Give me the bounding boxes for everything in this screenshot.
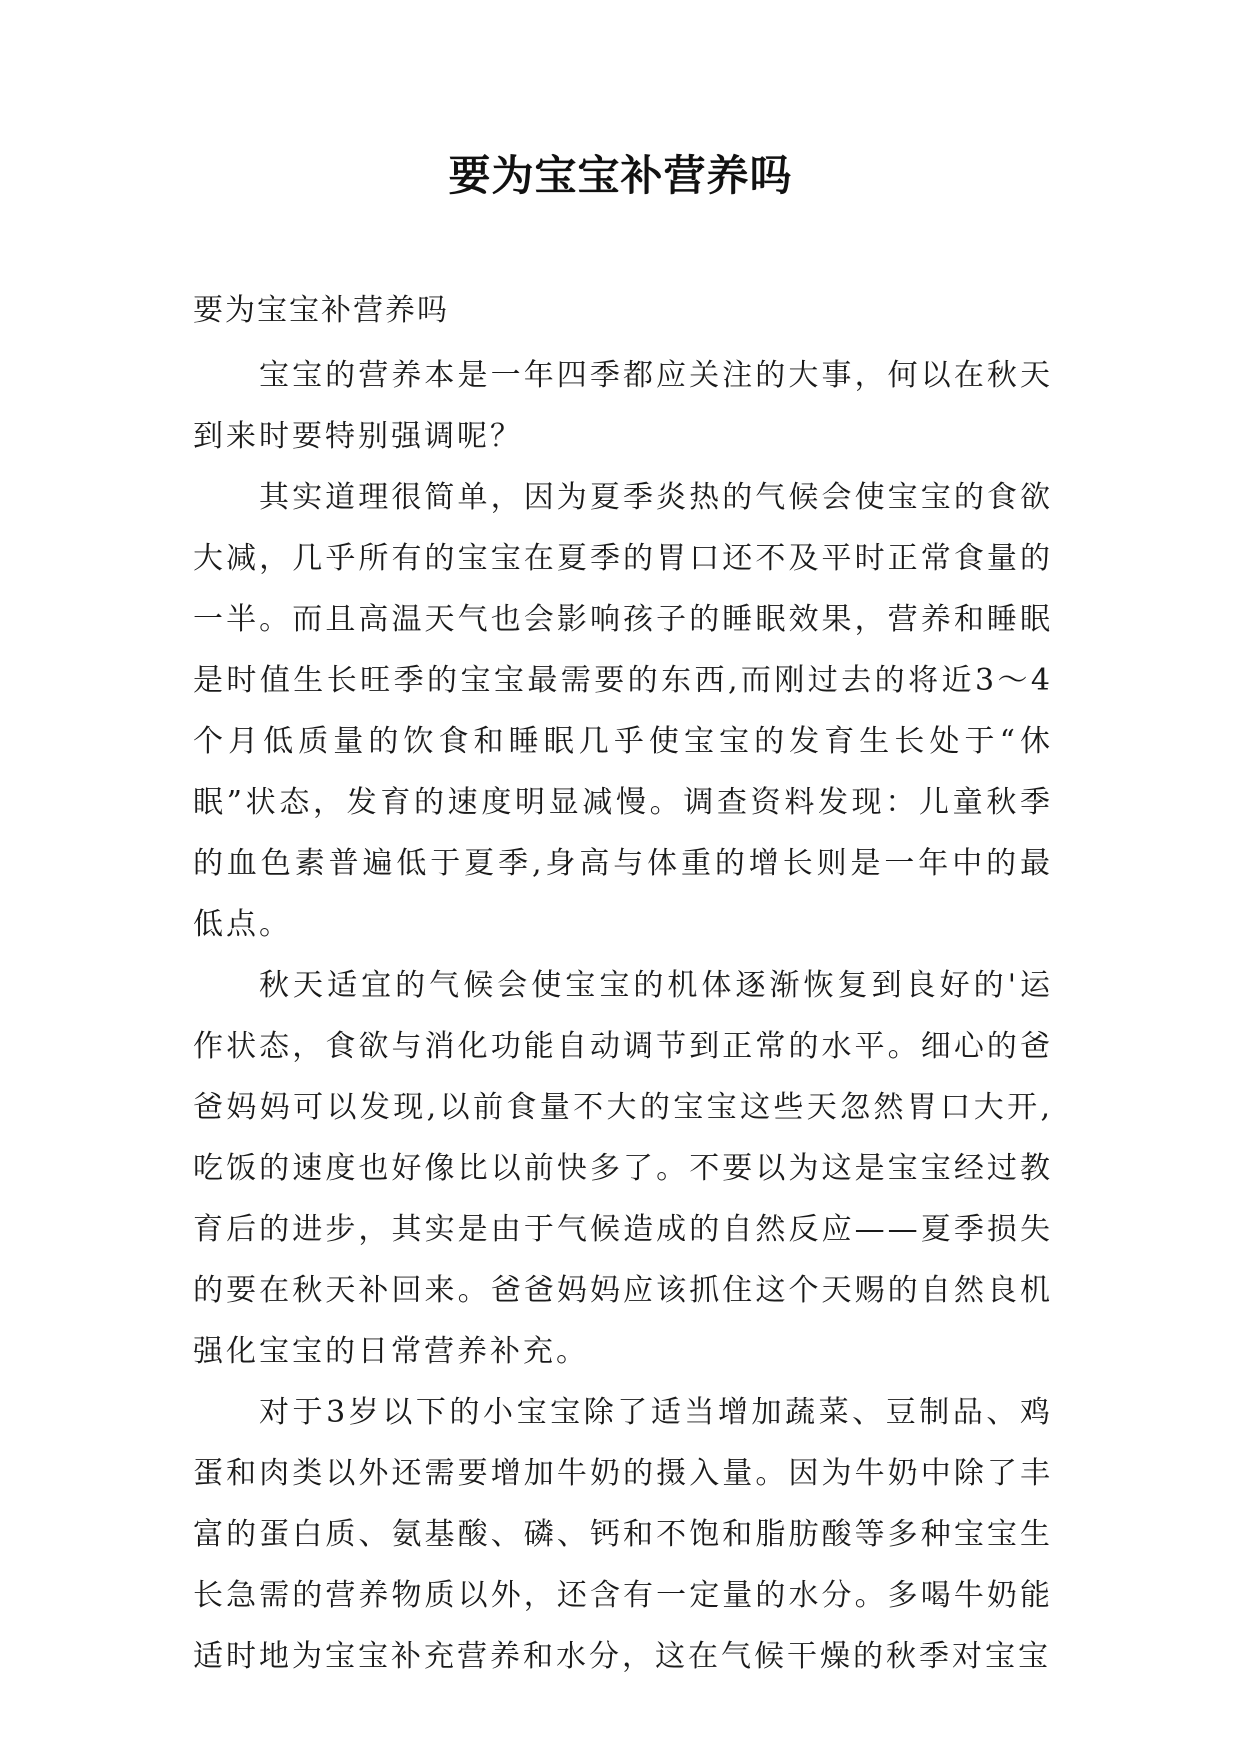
body-paragraph: 其实道理很简单，因为夏季炎热的气候会使宝宝的食欲大减，几乎所有的宝宝在夏季的胃口还不及平时正常食量的一半。而且高温天气也会影响孩子的睡眠效果，营养和睡眠是时值生长旺季的宝宝最需要的东西,而刚过去的将近3～4个月低质量的饮食和睡眠几乎使宝宝的发育生长处于“休眠”状态，发育的速度明显减慢。调查资料发现：儿童秋季的血色素普遍低于夏季,身高与体重的增长则是一年中的最低点。 [193,480,1053,942]
body-paragraph: 秋天适宜的气候会使宝宝的机体逐渐恢复到良好的'运作状态，食欲与消化功能自动调节到正常的水平。细心的爸爸妈妈可以发现,以前食量不大的宝宝这些天忽然胃口大开,吃饭的速度也好像比以前快多了。不要以为这是宝宝经过教育后的进步，其实是由于气候造成的自然反应——夏季损失的要在秋天补回来。爸爸妈妈应该抓住这个天赐的自然良机强化宝宝的日常营养补充。 [193,968,1053,1369]
document-subtitle: 要为宝宝补营养吗 [193,293,449,328]
body-paragraph: 对于3岁以下的小宝宝除了适当增加蔬菜、豆制品、鸡蛋和肉类以外还需要增加牛奶的摄入量。因为牛奶中除了丰富的蛋白质、氨基酸、磷、钙和不饱和脂肪酸等多种宝宝生长急需的营养物质以外，还含有一定量的水分。多喝牛奶能适时地为宝宝补充营养和水分，这在气候干燥的秋季对宝宝 [193,1395,1053,1674]
body-paragraph: 宝宝的营养本是一年四季都应关注的大事，何以在秋天到来时要特别强调呢？ [193,358,1053,454]
document-title: 要为宝宝补营养吗 [448,151,793,200]
document-body [193,284,1053,1687]
